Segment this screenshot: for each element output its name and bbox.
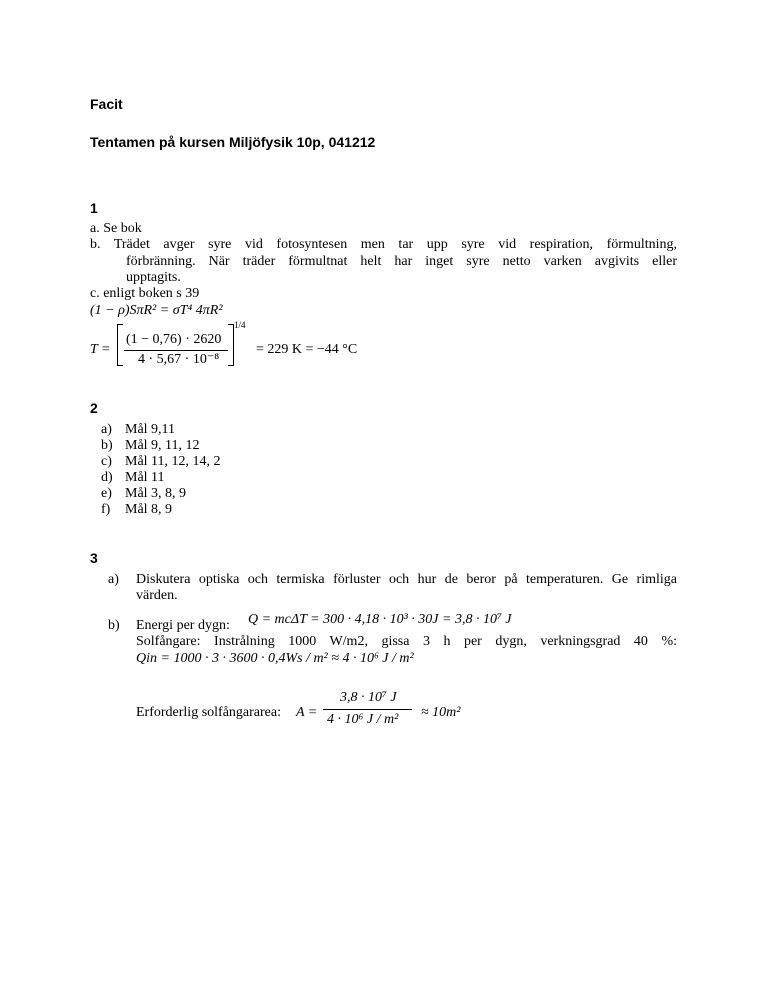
equation-2-bracket-left (117, 324, 123, 366)
area-result: ≈ 10m² (421, 705, 461, 720)
section-3-b-label: b) (108, 618, 120, 633)
list-item: a) Mål 9,11 (101, 422, 176, 437)
section-1-number: 1 (90, 200, 98, 216)
equation-2-exponent: 1/4 (234, 320, 246, 330)
section-1-b-line1: b. Trädet avger syre vid fotosyntesen men tar upp syre vid respiration, förmultning, (90, 237, 677, 252)
section-3-a-line1: Diskutera optiska och termiska förluster och hur de beror på temperaturen. Ge rimliga (136, 572, 677, 587)
list-item: d) Mål 11 (101, 470, 165, 485)
section-2-number: 2 (90, 400, 98, 416)
equation-2-fraction-line (124, 350, 228, 351)
equation-2-denominator: 4 · 5,67 · 10⁻⁸ (138, 352, 220, 367)
section-1-b-line2: förbränning. När träder förmultnat helt har inget syre netto varken avgivits eller (126, 254, 677, 269)
area-label: Erforderlig solfångararea: (136, 705, 281, 720)
equation-2-T: T = (90, 342, 111, 357)
section-3-number: 3 (90, 550, 98, 566)
section-1-b-line3: upptagits. (126, 270, 181, 285)
equation-1: (1 − ρ)SπR² = σT⁴ 4πR² (90, 303, 223, 318)
section-3-b-equation2: Qin = 1000 · 3 · 3600 · 0,4Ws / m² ≈ 4 · 10⁶ J / m² (136, 651, 414, 666)
section-3-b-equation: Q = mcΔT = 300 · 4,18 · 10³ · 30J = 3,8 · 10⁷ J (248, 612, 512, 627)
section-1-a: a. Se bok (90, 221, 142, 236)
doc-label-facit: Facit (90, 96, 123, 112)
area-denominator: 4 · 10⁶ J / m² (327, 712, 399, 727)
area-fraction-line (323, 709, 412, 710)
equation-2-numerator: (1 − 0,76) · 2620 (126, 332, 222, 347)
area-numerator: 3,8 · 10⁷ J (340, 690, 397, 705)
list-item: c) Mål 11, 12, 14, 2 (101, 454, 221, 469)
section-3-a-line2: värden. (136, 588, 178, 603)
section-3-a-label: a) (108, 572, 119, 587)
section-3-b-line2: Solfångare: Instrålning 1000 W/m2, gissa 3 h per dygn, verkningsgrad 40 %: (136, 634, 677, 649)
area-A: A = (296, 705, 318, 720)
page-title: Tentamen på kursen Miljöfysik 10p, 041212 (90, 134, 376, 150)
equation-2-result: = 229 K = −44 °C (256, 342, 358, 357)
section-1-c: c. enligt boken s 39 (90, 286, 200, 301)
list-item: f) Mål 8, 9 (101, 502, 173, 517)
section-3-b-intro: Energi per dygn: (136, 618, 230, 633)
list-item: b) Mål 9, 11, 12 (101, 438, 200, 453)
equation-2-bracket-right (228, 324, 234, 366)
list-item: e) Mål 3, 8, 9 (101, 486, 187, 501)
